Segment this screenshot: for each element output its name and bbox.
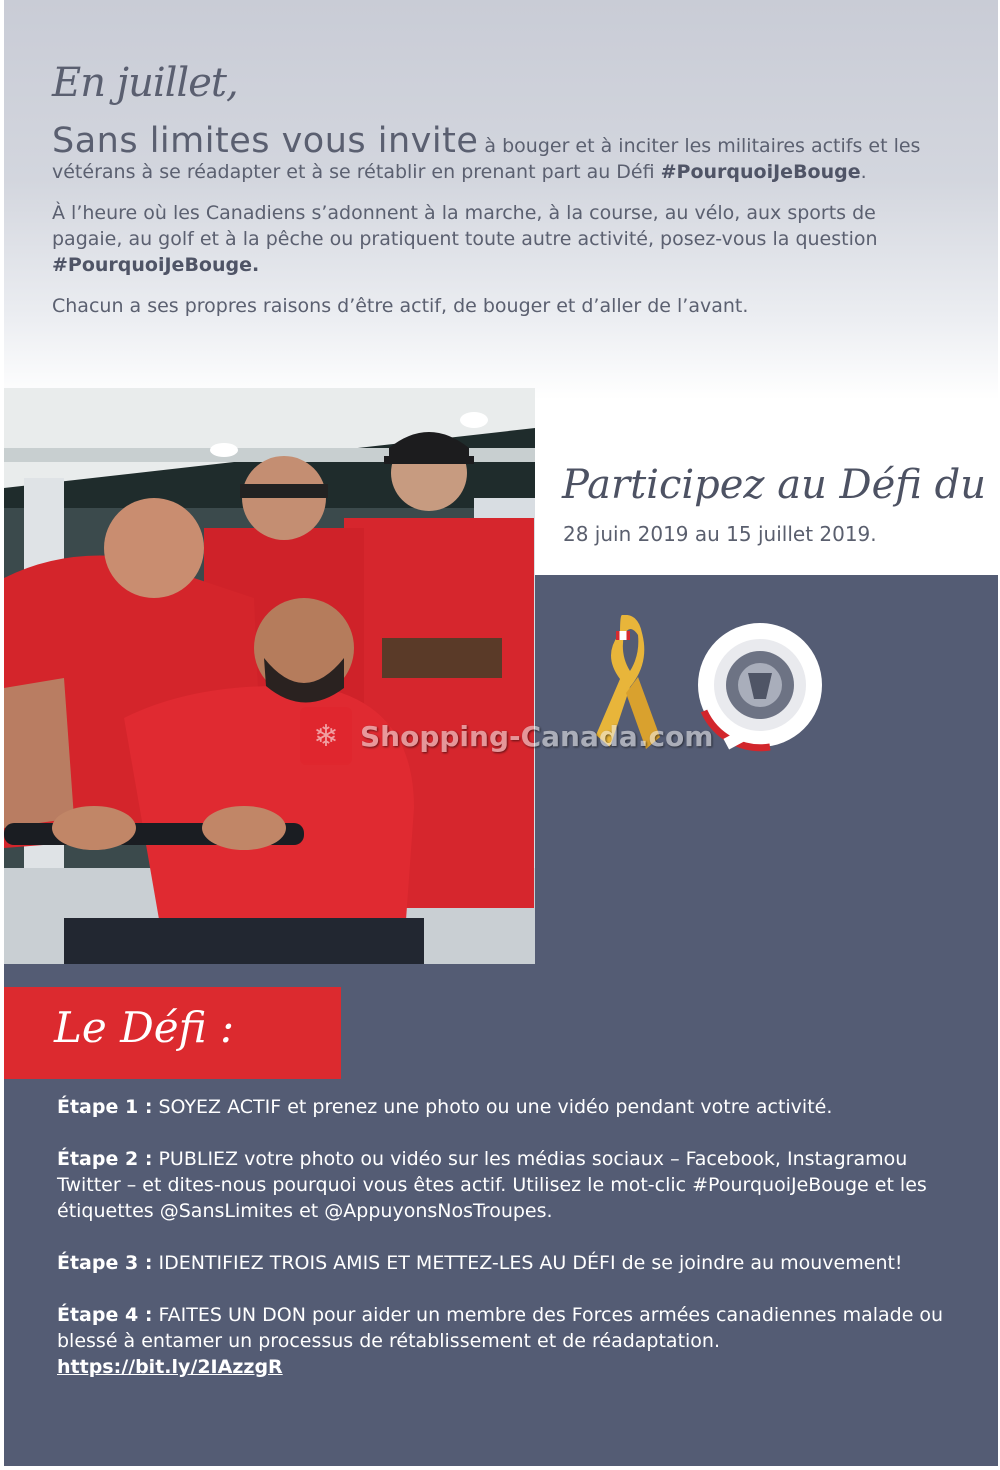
step-1-text: SOYEZ ACTIF et prenez une photo ou une vidéo pendant votre activité. [152, 1096, 833, 1118]
lead-hashtag: #PourquoiJeBouge [660, 161, 861, 183]
maple-leaf-icon: ❄ [300, 707, 352, 765]
step-1 [57, 1094, 957, 1120]
paragraph-2-text: À l’heure où les Canadiens s’adonnent à la marche, à la course, au vélo, aux sports de pagaie, au golf et à la pêche ou pratiquent toute autre activité, posez-vous la question [52, 202, 878, 250]
step-3 [57, 1250, 957, 1276]
steps-list [57, 1094, 957, 1380]
lead-end: . [860, 161, 867, 183]
step-3-label: Étape 3 : [57, 1252, 153, 1274]
step-1-label: Étape 1 : [57, 1096, 153, 1118]
eyebrow-heading: En juillet, [52, 60, 238, 106]
watermark [300, 704, 720, 768]
step-2-label: Étape 2 : [57, 1148, 153, 1170]
step-4-label: Étape 4 : [57, 1304, 153, 1326]
watermark-text: Shopping-Canada.com [360, 719, 714, 753]
defi-banner-title: Le Défi : [54, 1003, 235, 1052]
defi-banner [4, 987, 341, 1079]
challenge-dates: 28 juin 2019 au 15 juillet 2019. [563, 522, 877, 546]
step-4 [57, 1302, 957, 1380]
lead-body: à bouger et à inciter les militaires actifs et les vétérans à se réadapter et à se rétablir en prenant part au Défi [52, 135, 921, 183]
intro-text [52, 121, 952, 334]
intro-paragraph-3: Chacun a ses propres raisons d’être actif, de bouger et d’aller de l’avant. [52, 295, 749, 317]
paragraph-2-hashtag: #PourquoiJeBouge. [52, 254, 260, 276]
step-2 [57, 1146, 957, 1224]
step-2-text: PUBLIEZ votre photo ou vidéo sur les médias sociaux – Facebook, Instagramou Twitter – et dites-nous pourquoi vous êtes actif. Utilisez le mot-clic #PourquoiJeBouge et les étiquettes @SansLimites et @AppuyonsNosTroupes. [57, 1148, 927, 1222]
donation-link[interactable]: https://bit.ly/2IAzzgR [57, 1356, 283, 1378]
lead-headline: Sans limites vous invite [52, 121, 479, 161]
challenge-title: Participez au Défi du [562, 462, 987, 508]
step-3-text: IDENTIFIEZ TROIS AMIS ET METTEZ-LES AU DÉFI de se joindre au mouvement! [152, 1252, 903, 1274]
intro-lead [52, 121, 952, 185]
athletes-photo [4, 388, 535, 964]
intro-paragraph-2 [52, 200, 952, 278]
step-4-text: FAITES UN DON pour aider un membre des Forces armées canadiennes malade ou blessé à entamer un processus de rétablissement et de réadaptation. [57, 1304, 944, 1352]
